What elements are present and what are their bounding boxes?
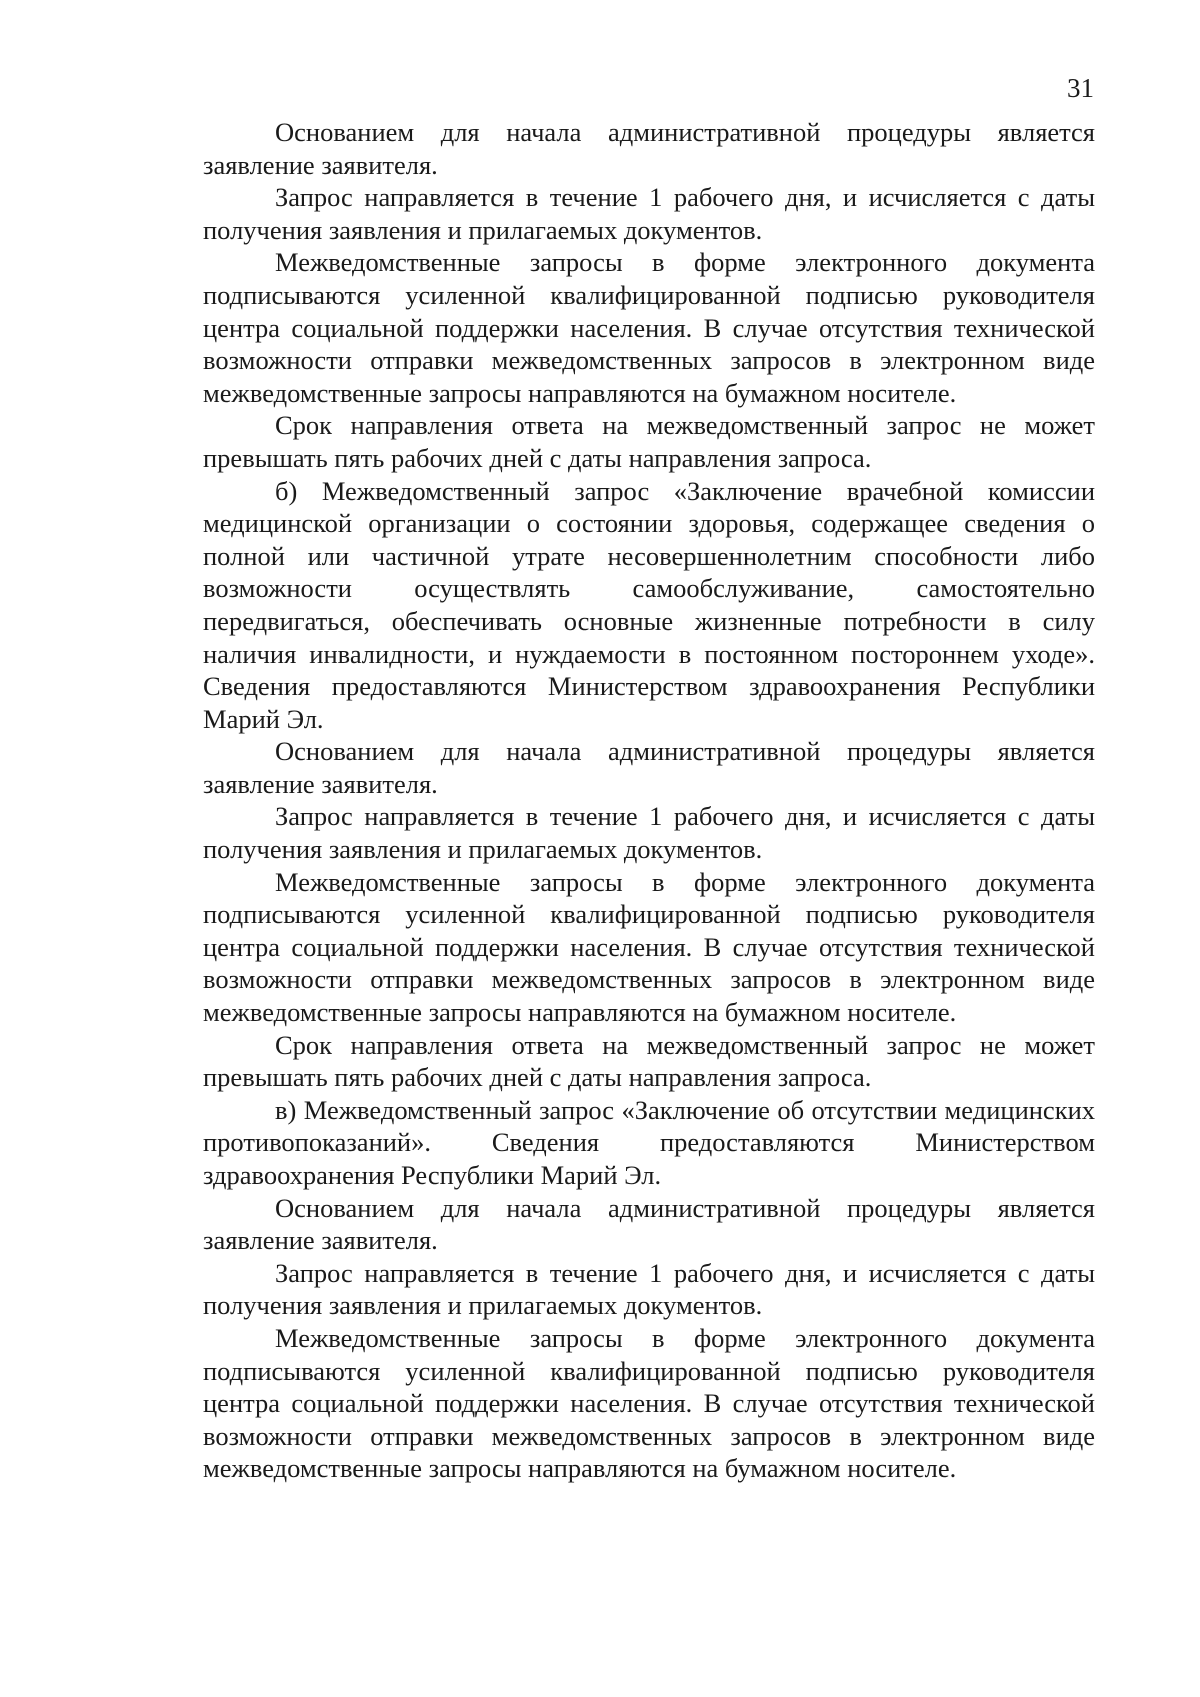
paragraph: в) Межведомственный запрос «Заключение об отсутствии медицинских противопоказаний». Сведения предоставляются Министерством здравоохранения Республики Марий Эл.: [203, 1094, 1095, 1190]
paragraph: Срок направления ответа на межведомственный запрос не может превышать пять рабочих дней с даты направления запроса.: [203, 1029, 1095, 1093]
paragraph: Межведомственные запросы в форме электронного документа подписываются усиленной квалифицированной подписью руководителя центра социальной поддержки населения. В случае отсутствия технической возможности отправки межведомственных запросов в электронном виде межведомственные запросы направляются на бумажном носителе.: [203, 866, 1095, 1028]
page-number: 31: [1067, 73, 1094, 103]
paragraph: б) Межведомственный запрос «Заключение врачебной комиссии медицинской организации о состоянии здоровья, содержащее сведения о полной или частичной утрате несовершеннолетним способности либо возможности осуществлять самообслуживание, самостоятельно передвигаться, обеспечивать основные жизненные потребности в силу наличия инвалидности, и нуждаемости в постоянном постороннем уходе». Сведения предоставляются Министерством здравоохранения Республики Марий Эл.: [203, 475, 1095, 734]
paragraph: Межведомственные запросы в форме электронного документа подписываются усиленной квалифицированной подписью руководителя центра социальной поддержки населения. В случае отсутствия технической возможности отправки межведомственных запросов в электронном виде межведомственные запросы направляются на бумажном носителе.: [203, 1322, 1095, 1484]
paragraph: Запрос направляется в течение 1 рабочего дня, и исчисляется с даты получения заявления и прилагаемых документов.: [203, 801, 1095, 865]
paragraph: Срок направления ответа на межведомственный запрос не может превышать пять рабочих дней с даты направления запроса.: [203, 410, 1095, 473]
document-body: [203, 116, 1095, 1485]
paragraph: Запрос направляется в течение 1 рабочего дня, и исчисляется с даты получения заявления и прилагаемых документов.: [203, 1257, 1095, 1321]
paragraph: Запрос направляется в течение 1 рабочего дня, и исчисляется с даты получения заявления и прилагаемых документов.: [203, 182, 1095, 245]
paragraph: Межведомственные запросы в форме электронного документа подписываются усиленной квалифицированной подписью руководителя центра социальной поддержки населения. В случае отсутствия технической возможности отправки межведомственных запросов в электронном виде межведомственные запросы направляются на бумажном носителе.: [203, 247, 1095, 408]
paragraph: Основанием для начала административной процедуры является заявление заявителя.: [203, 736, 1095, 799]
paragraph: Основанием для начала административной процедуры является заявление заявителя.: [203, 117, 1095, 180]
paragraph: Основанием для начала административной процедуры является заявление заявителя.: [203, 1192, 1095, 1256]
